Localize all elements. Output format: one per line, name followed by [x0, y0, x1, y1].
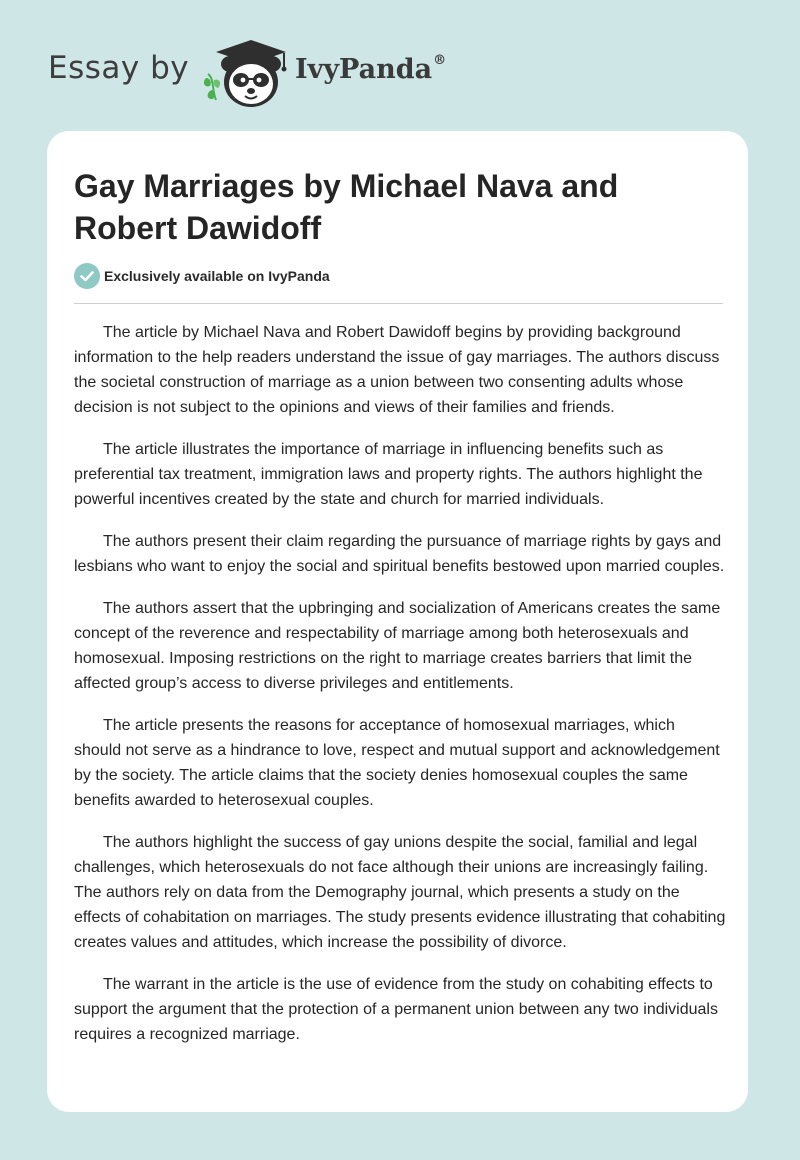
brand-name-text: IvyPanda [295, 54, 433, 85]
brand-name [295, 54, 446, 85]
paragraph: The article presents the reasons for acceptance of homosexual marriages, which should not serve as a hindrance to love, respect and mutual support and acknowledgement by the society. The article claims that the society denies homosexual couples the same benefits awarded to heterosexual couples. [74, 717, 720, 809]
divider [74, 303, 723, 304]
registered-mark: ® [433, 53, 447, 68]
exclusive-badge-label: Exclusively available on IvyPanda [104, 268, 330, 284]
site-header [48, 30, 608, 110]
article-body [74, 320, 726, 1064]
panda-graduate-icon [200, 34, 290, 112]
essay-by-label: Essay by [48, 50, 190, 86]
page-title: Gay Marriages by Michael Nava and Robert Dawidoff [74, 168, 619, 246]
paragraph: The authors highlight the success of gay unions despite the social, familial and legal challenges, which heterosexuals do not face although their unions are increasingly failing. The authors rely on data from the Demography journal, which presents a study on the effects of cohabitation on marriages. The study presents evidence illustrating that cohabiting creates values and attitudes, which increase the possibility of divorce. [74, 834, 726, 951]
paragraph: The warrant in the article is the use of evidence from the study on cohabiting effects to support the argument that the protection of a permanent union between any two individuals requires a recognized marriage. [74, 976, 718, 1043]
essay-card [47, 131, 748, 1112]
paragraph: The authors present their claim regarding the pursuance of marriage rights by gays and lesbians who want to enjoy the social and spiritual benefits bestowed upon married couples. [74, 533, 725, 575]
paragraph: The article by Michael Nava and Robert Dawidoff begins by providing background information to the help readers understand the issue of gay marriages. The authors discuss the societal construction of marriage as a union between two consenting adults whose decision is not subject to the opinions and views of their families and friends. [74, 324, 720, 416]
paragraph: The article illustrates the importance of marriage in influencing benefits such as preferential tax treatment, immigration laws and property rights. The authors highlight the powerful incentives created by the state and church for married individuals. [74, 441, 703, 508]
paragraph: The authors assert that the upbringing and socialization of Americans creates the same concept of the reverence and respectability of marriage among both heterosexuals and homosexual. Imposing restrictions on the right to marriage creates barriers that limit the affected group’s access to diverse privileges and entitlements. [74, 600, 721, 692]
check-icon [74, 263, 100, 289]
